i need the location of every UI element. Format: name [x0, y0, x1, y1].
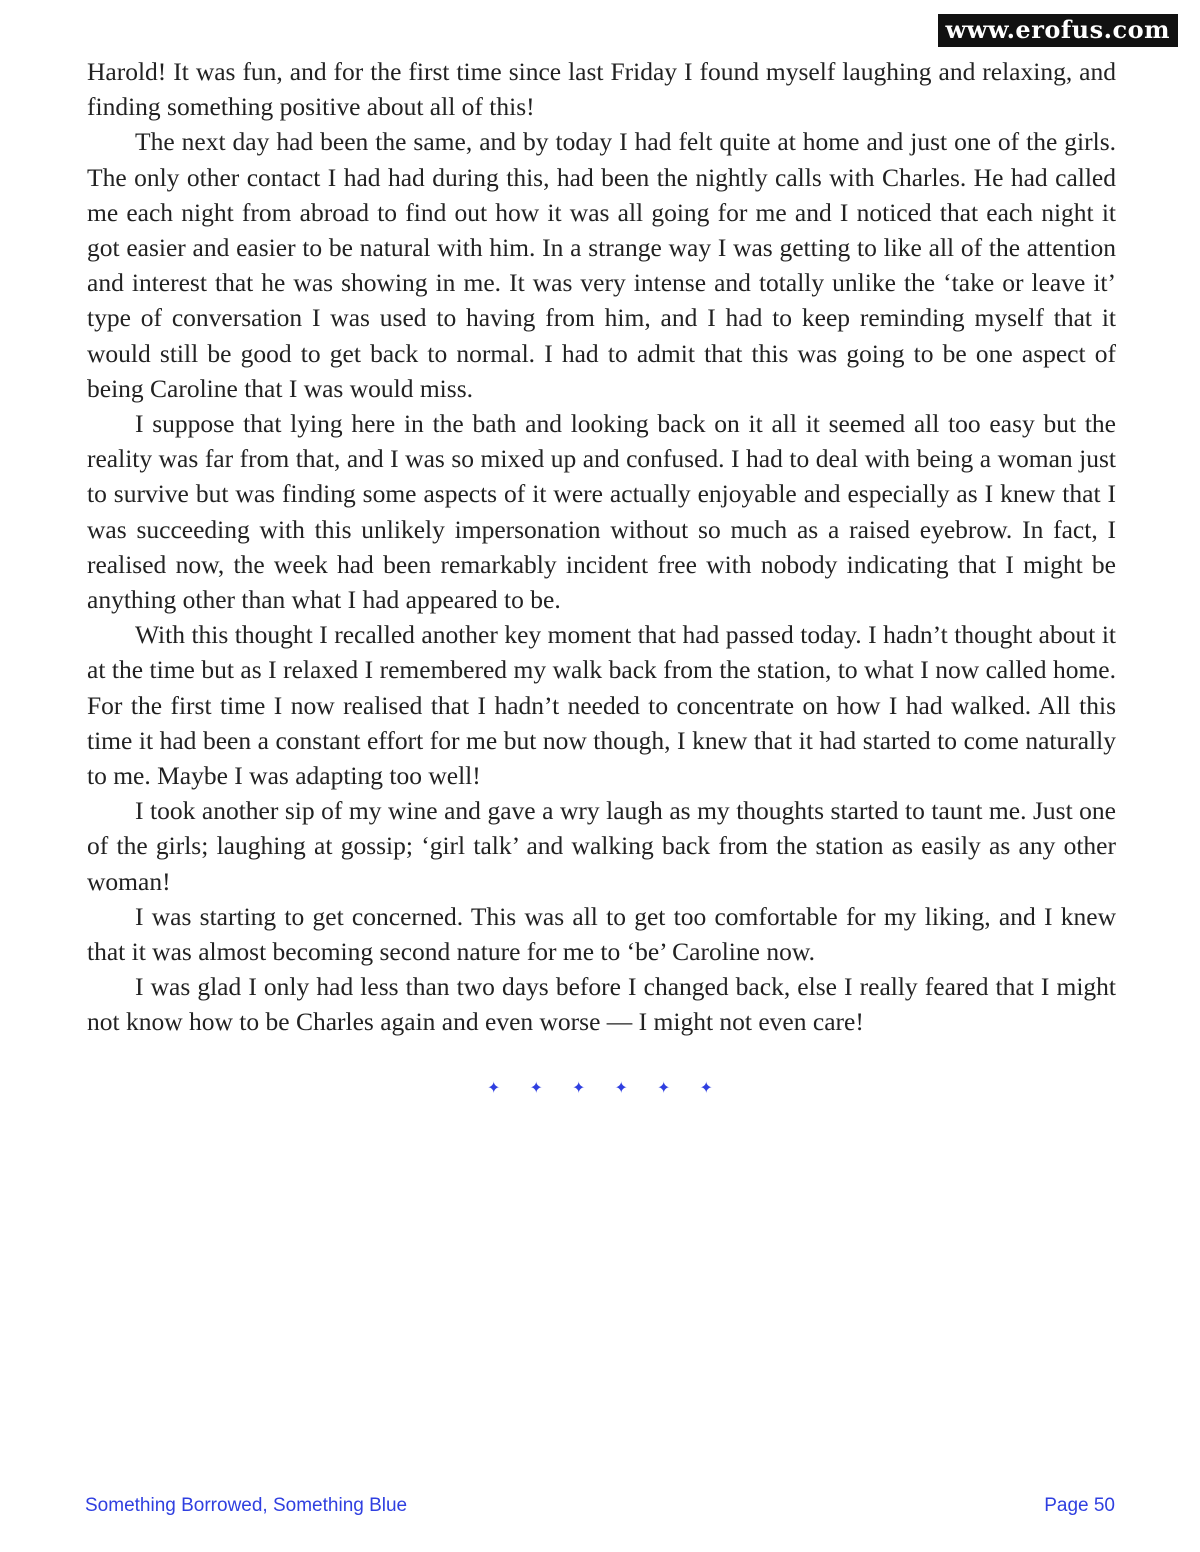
paragraph: The next day had been the same, and by today I had felt quite at home and just one of the girls. The only other contact I had had during this, had been the nightly calls with Charles. He had called me each night from abroad to find out how it was all going for me and I noticed that each night it got easier and easier to be natural with him. In a strange way I was getting to like all of the attention and interest that he was showing in me. It was very intense and totally unlike the ‘take or leave it’ type of conversation I was used to having from him, and I had to keep reminding myself that it would still be good to get back to normal. I had to admit that this was going to be one aspect of being Caroline that I was would miss. [87, 127, 1116, 403]
star-icon: ✦ [614, 1078, 628, 1097]
paragraph: I took another sip of my wine and gave a wry laugh as my thoughts started to taunt me. Just one of the girls; laughing at gossip; ‘girl talk’ and walking back from the station as easily as any other woman! [87, 796, 1116, 896]
paragraph: With this thought I recalled another key moment that had passed today. I hadn’t thought about it at the time but as I relaxed I remembered my walk back from the station, to what I now called home. For the first time I now realised that I hadn’t needed to concentrate on how I had walked. All this time it had been a constant effort for me but now though, I knew that it had started to come naturally to me. Maybe I was adapting too well! [87, 620, 1116, 791]
paragraph: I was glad I only had less than two days before I changed back, else I really feared that I might not know how to be Charles again and even worse — I might not even care! [87, 972, 1116, 1037]
footer-book-title: Something Borrowed, Something Blue [85, 1495, 408, 1516]
star-icon: ✦ [572, 1078, 586, 1097]
star-icon: ✦ [487, 1078, 501, 1097]
star-icon: ✦ [657, 1078, 671, 1097]
paragraph: Harold! It was fun, and for the first time since last Friday I found myself laughing and relaxing, and finding something positive about all of this! [87, 57, 1116, 122]
footer-page-number: Page 50 [1044, 1495, 1115, 1516]
paragraph: I was starting to get concerned. This was all to get too comfortable for my liking, and I knew that it was almost becoming second nature for me to ‘be’ Caroline now. [87, 901, 1116, 967]
watermark-label: www.erofus.com [938, 14, 1179, 47]
star-icon: ✦ [529, 1078, 543, 1097]
page-body [87, 54, 1116, 1040]
paragraph: I suppose that lying here in the bath and looking back on it all it seemed all too easy but the reality was far from that, and I was so mixed up and confused. I had to deal with being a woman just to survive but was finding some aspects of it were actually enjoyable and especially as I knew that I was succeeding with this unlikely impersonation without so much as a raised eyebrow. In fact, I realised now, the week had been remarkably incident free with nobody indicating that I might be anything other than what I had appeared to be. [87, 409, 1116, 615]
section-separator [0, 1076, 1200, 1100]
star-icon: ✦ [699, 1078, 713, 1097]
